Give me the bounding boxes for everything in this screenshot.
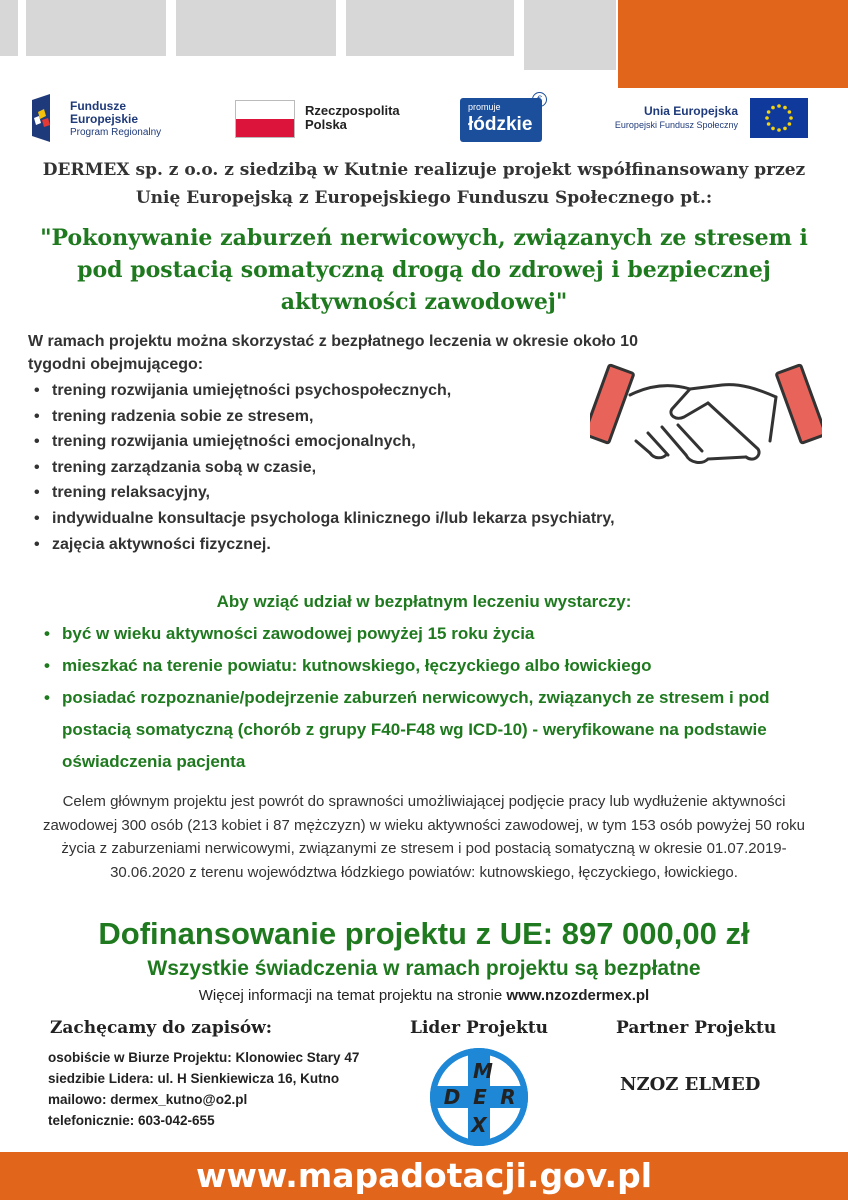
rzeczpospolita-logo-text [305, 104, 400, 132]
more-info [0, 987, 848, 1004]
unia-europejska-logo-text [614, 104, 738, 132]
logos-row [0, 92, 848, 152]
mdex-letter: X [471, 1113, 487, 1137]
project-website-link[interactable]: www.nzozdermex.pl [506, 987, 650, 1004]
footer-url-link[interactable]: www.mapadotacji.gov.pl [195, 1156, 653, 1195]
rp-line2: Polska [305, 117, 347, 132]
eu-flag-icon [750, 98, 808, 138]
decor-panel [176, 0, 336, 56]
list-item: • posiadać rozpoznanie/podejrzenie zaburzeń nerwicowych, związanych ze stresem i pod postacią somatyczną (chorób z grupy F40-F48 wg ICD-10) - weryfikowane na podstawie oświadczenia pacjenta [38, 682, 808, 778]
list-item: • trening radzenia sobie ze stresem, [28, 404, 615, 430]
list-item: • trening zarządzania sobą w czasie, [28, 455, 615, 481]
fe-line3: Program Regionalny [70, 127, 162, 138]
requirements-title: Aby wziąć udział w bezpłatnym leczeniu wystarczy: [216, 592, 632, 611]
project-title: "Pokonywanie zaburzeń nerwicowych, związanych ze stresem i pod postacią somatyczną drogą do zdrowej i bezpiecznej aktywności zawodowej" [40, 225, 808, 315]
mdex-letter: R [500, 1085, 516, 1109]
enroll-heading: Zachęcamy do zapisów: [50, 1018, 273, 1038]
header-decoration [0, 0, 848, 92]
partner-name: NZOZ ELMED [620, 1074, 761, 1095]
handshake-icon [590, 355, 822, 495]
list-item: • trening relaksacyjny, [28, 480, 615, 506]
mdex-letter: E [473, 1085, 487, 1109]
decor-orange-block [618, 0, 848, 88]
list-item: • mieszkać na terenie powiatu: kutnowskiego, łęczyckiego albo łowickiego [38, 650, 808, 682]
rp-line1: Rzeczpospolita [305, 103, 400, 118]
fe-line2: Europejskie [70, 112, 139, 126]
fe-line1: Fundusze [70, 99, 126, 113]
enroll-phone[interactable]: telefonicznie: 603-042-655 [48, 1113, 215, 1128]
intro-text: DERMEX sp. z o.o. z siedzibą w Kutnie realizuje projekt współfinansowany przez Unię Europejską z Europejskiego Funduszu Społecznego pt.: [42, 160, 806, 208]
requirements-list [38, 618, 808, 778]
mdex-letter: M [473, 1059, 493, 1083]
goal-text: Celem głównym projektu jest powrót do sprawności umożliwiającej podjęcie pracy lub wydłużenie aktywności zawodowej 300 osób (213 kobiet i 87 mężczyzn) w wieku aktywności zawodowej, w tym 153 osób powyżej 50 roku życia z zaburzeniami nerwicowymi, związanymi ze stresem i pod postacią somatyczną w okresie 01.07.2019-30.06.2020 z terenu województwa łódzkiego powiatów: kutnowskiego, łęczyckiego, łowickiego. [42, 793, 806, 881]
list-item: • zajęcia aktywności fizycznej. [28, 532, 615, 558]
treatment-list [28, 378, 615, 557]
decor-panel [346, 0, 514, 56]
euro-circle-icon: € [532, 92, 547, 107]
list-item: • być w wieku aktywności zawodowej powyżej 15 roku życia [38, 618, 808, 650]
decor-panel [524, 0, 616, 70]
funding-amount: Dofinansowanie projektu z UE: 897 000,00 zł [98, 916, 750, 951]
lodz-big: łódzkie [468, 114, 533, 135]
enroll-line: siedzibie Lidera: ul. H Sienkiewicza 16, Kutno [48, 1071, 340, 1086]
partner-heading: Partner Projektu [616, 1018, 777, 1038]
promuje-lodzkie-logo [460, 98, 542, 142]
decor-panel [26, 0, 166, 56]
mdex-letter: D [443, 1085, 461, 1109]
list-item: • trening rozwijania umiejętności psychospołecznych, [28, 378, 615, 404]
mdex-logo [430, 1048, 528, 1146]
decor-panel [0, 0, 18, 56]
polish-flag-icon [235, 100, 295, 138]
free-notice: Wszystkie świadczenia w ramach projektu są bezpłatne [147, 957, 701, 980]
list-item: • indywidualne konsultacje psychologa klinicznego i/lub lekarza psychiatry, [28, 506, 615, 532]
fundusze-europejskie-logo [30, 92, 200, 144]
lead-text: W ramach projektu można skorzystać z bezpłatnego leczenia w okresie około 10 tygodni obejmującego: [28, 333, 638, 373]
leader-heading: Lider Projektu [410, 1018, 549, 1038]
lodz-small: promuje [468, 102, 501, 112]
ue-line1: Unia Europejska [643, 104, 738, 118]
fe-emblem-icon [30, 92, 60, 144]
enroll-email[interactable]: mailowo: dermex_kutno@o2.pl [48, 1092, 248, 1107]
ue-line2: Europejski Fundusz Społeczny [614, 120, 738, 130]
list-item: • trening rozwijania umiejętności emocjonalnych, [28, 429, 615, 455]
enroll-line: osobiście w Biurze Projektu: Klonowiec Stary 47 [48, 1050, 360, 1065]
more-prefix: Więcej informacji na temat projektu na stronie [198, 987, 507, 1004]
